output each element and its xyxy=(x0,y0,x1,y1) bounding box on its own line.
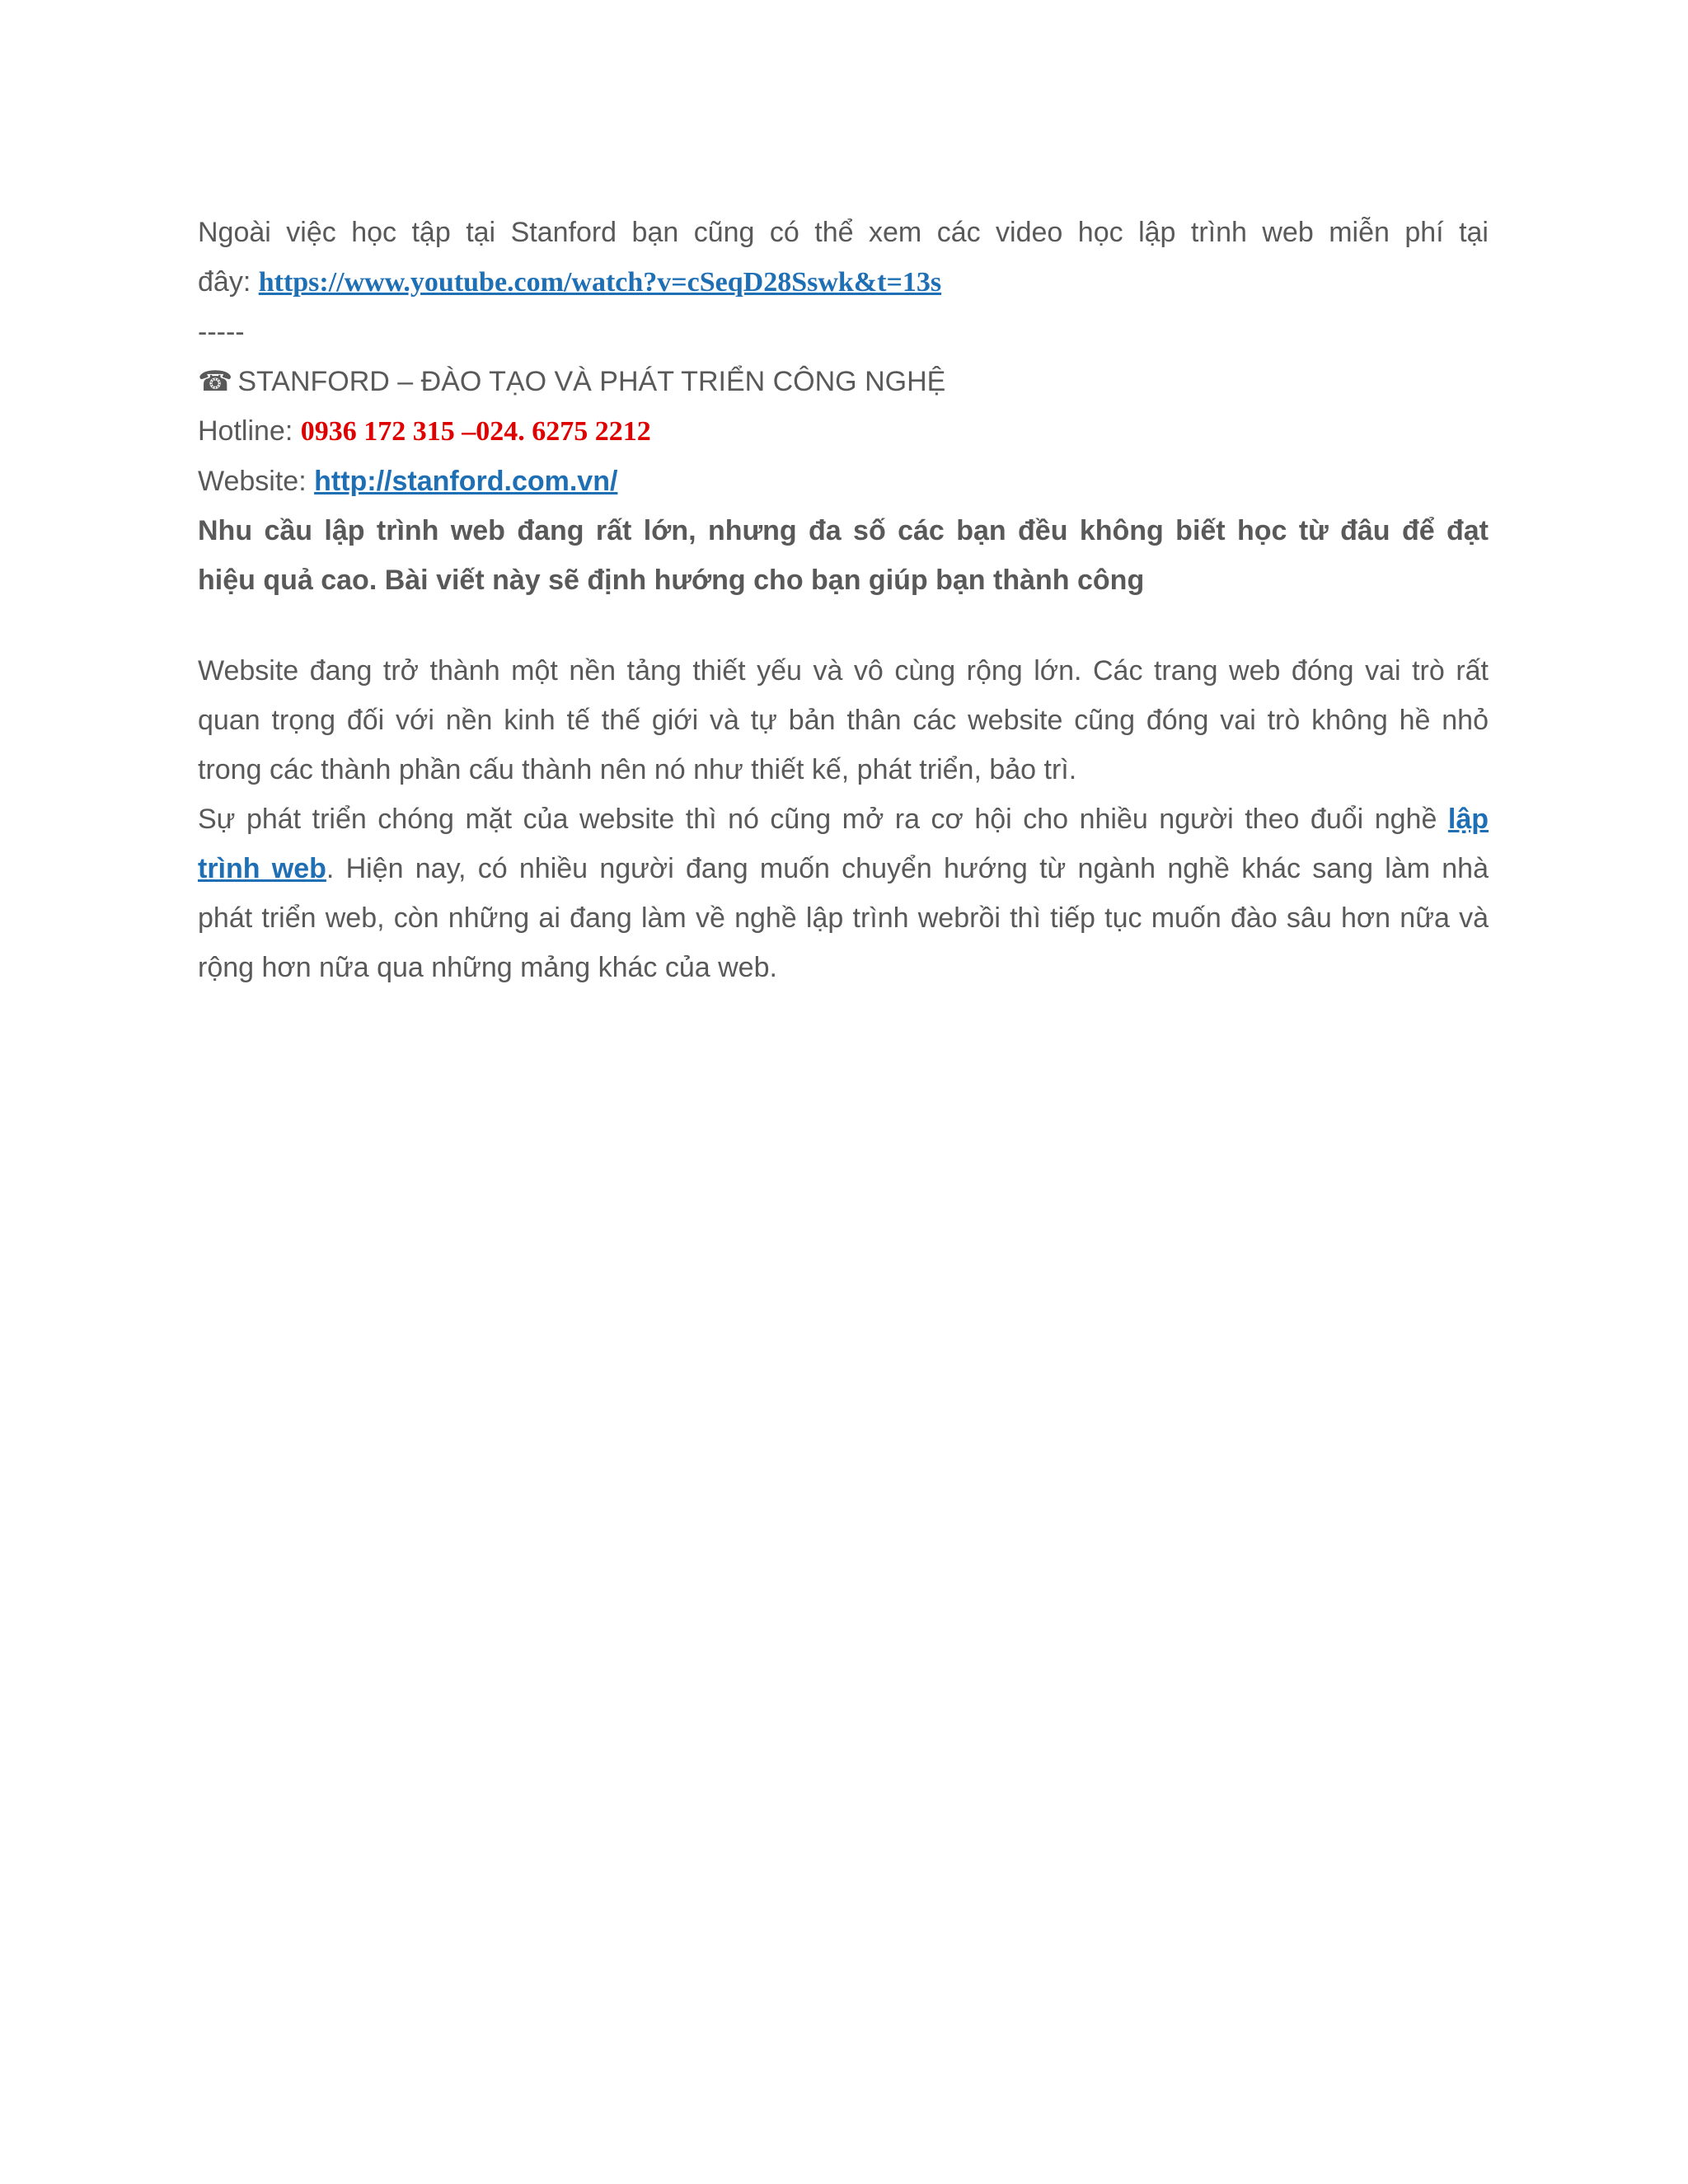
lead-paragraph xyxy=(198,506,1489,605)
paragraph-1-line-2: quan trọng đối với nền kinh tế thế giới và tự bản thân các website cũng đóng vai trò không hề nhỏ xyxy=(198,705,1489,736)
intro-line-1: Ngoài việc học tập tại Stanford bạn cũng có thể xem các video học lập trình web miễn phí tại xyxy=(198,217,1489,248)
lead-line-2: hiệu quả cao. Bài viết này sẽ định hướng cho bạn giúp bạn thành công xyxy=(198,565,1145,596)
paragraph-2-line-1 xyxy=(198,794,1489,844)
hotline-line xyxy=(198,406,1489,457)
paragraph-2-text-2: . Hiện nay, có nhiều người đang muốn chuyển hướng từ ngành nghề khác sang làm nhà xyxy=(326,853,1489,884)
phone-icon: ☎ xyxy=(198,366,233,397)
paragraph-2-line-3: phát triển web, còn những ai đang làm về nghề lập trình webrồi thì tiếp tục muốn đào sâu hơn nữa và xyxy=(198,902,1489,934)
paragraph-2-line-4: rộng hơn nữa qua những mảng khác của web. xyxy=(198,952,777,983)
company-name: STANFORD – ĐÀO TẠO VÀ PHÁT TRIỂN CÔNG NGHỆ xyxy=(237,366,946,397)
lead-line-1: Nhu cầu lập trình web đang rất lớn, nhưng đa số các bạn đều không biết học từ đâu để đạt xyxy=(198,515,1489,546)
website-line xyxy=(198,457,1489,506)
intro-prefix: đây: xyxy=(198,266,259,298)
paragraph-2-line-2 xyxy=(198,844,1489,893)
youtube-link[interactable]: https://www.youtube.com/watch?v=cSeqD28Sswk&t=13s xyxy=(258,267,942,298)
intro-line-2 xyxy=(198,257,1489,307)
paragraph-1-line-3: trong các thành phần cấu thành nên nó như thiết kế, phát triển, bảo trì. xyxy=(198,754,1077,785)
paragraph-2-text-1: Sự phát triển chóng mặt của website thì nó cũng mở ra cơ hội cho nhiều người theo đuổi nghề xyxy=(198,804,1448,835)
hotline-label: Hotline: xyxy=(198,415,301,447)
lap-trinh-web-link-part-2[interactable]: trình web xyxy=(198,853,326,884)
paragraph-1-line-1: Website đang trở thành một nền tảng thiết yếu và vô cùng rộng lớn. Các trang web đóng vai trò rất xyxy=(198,655,1489,687)
hotline-numbers: 0936 172 315 –024. 6275 2212 xyxy=(300,416,651,447)
separator: ----- xyxy=(198,316,245,348)
lap-trinh-web-link-part-1[interactable]: lập xyxy=(1447,804,1489,835)
document-page xyxy=(198,208,1489,992)
paragraph-2 xyxy=(198,794,1489,992)
paragraph-1 xyxy=(198,646,1489,794)
website-link[interactable]: http://stanford.com.vn/ xyxy=(314,466,618,497)
website-label: Website: xyxy=(198,466,315,497)
company-line xyxy=(198,357,1489,406)
